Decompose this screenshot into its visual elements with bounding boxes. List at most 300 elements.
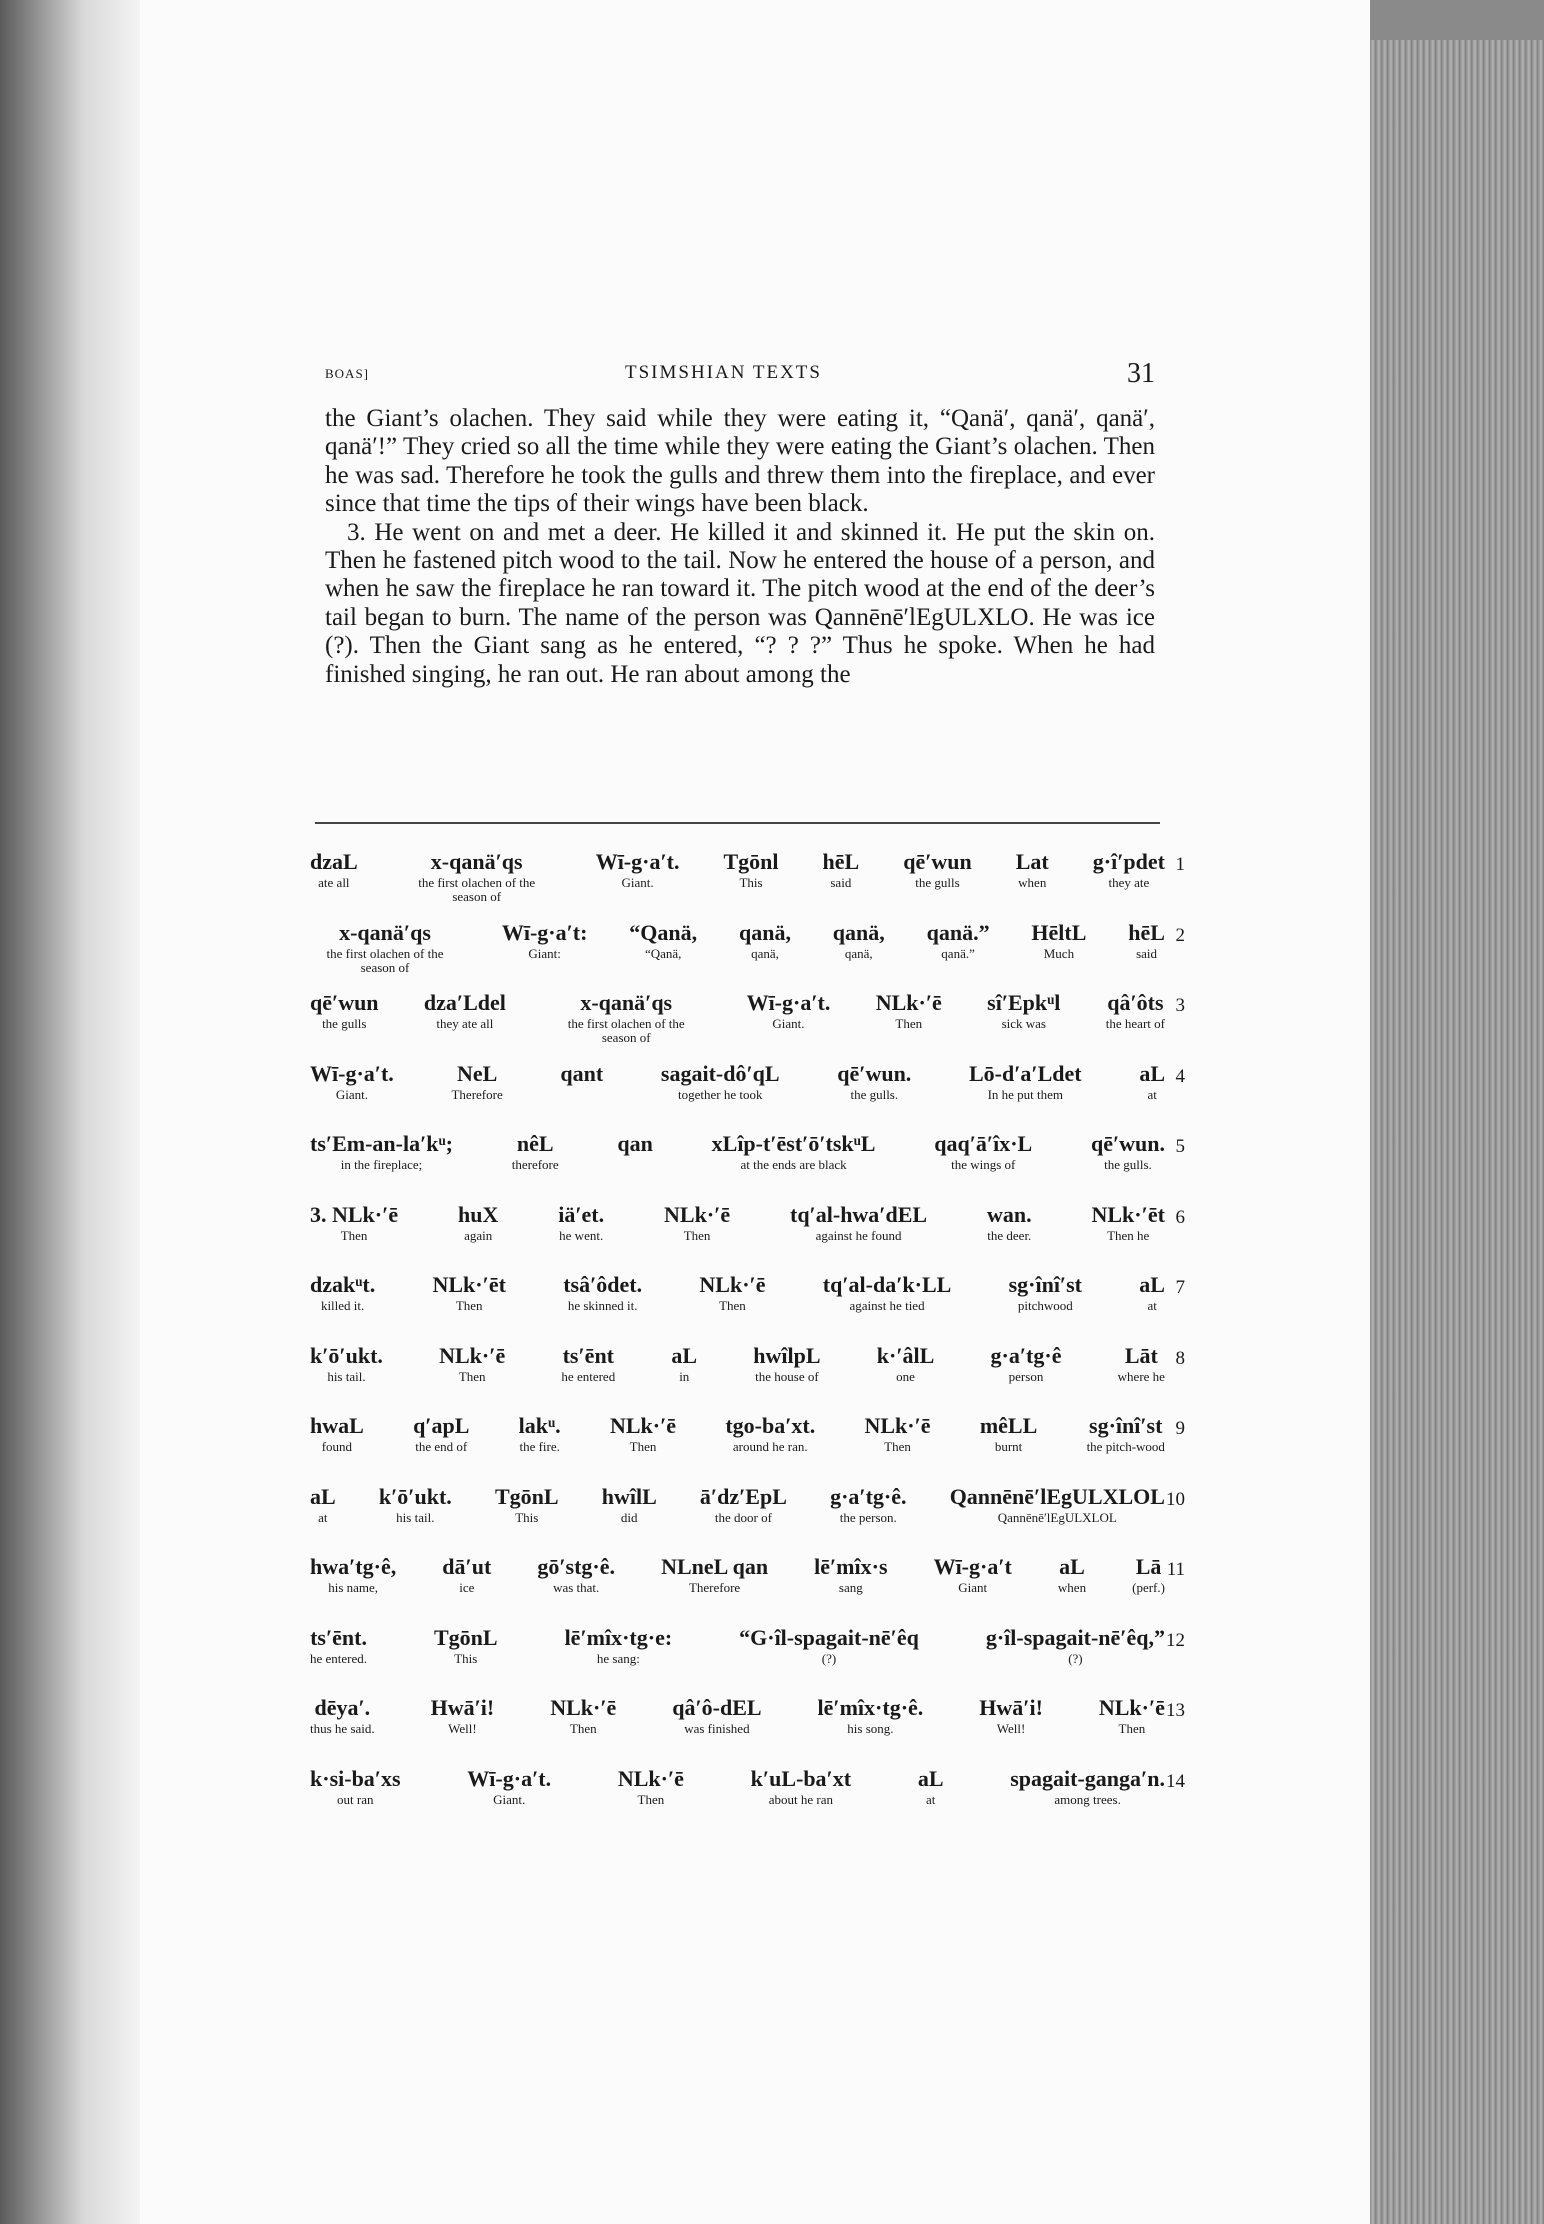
token-row [310,1626,1165,1666]
native-word: Hwā′i! [979,1695,1043,1720]
native-word: g·îl-spagait-nē′êq,” [985,1624,1165,1650]
word-token [987,991,1060,1031]
token-row [310,1767,1165,1807]
gloss: out ran [337,1791,374,1807]
gloss: Then [884,1439,911,1454]
word-token [610,1414,676,1454]
native-word: k·si-ba′xs [310,1765,401,1791]
gloss: This [515,1509,539,1525]
gloss: the heart of [1105,1016,1165,1031]
gloss: he sang: [596,1650,640,1666]
gloss: the gulls [915,875,960,890]
word-token [751,1767,851,1807]
word-token [433,1273,506,1313]
gloss: the gulls [322,1016,367,1031]
native-word: qē′wun [903,849,972,874]
gloss: the first olachen of the season of [418,875,536,904]
word-token [451,1062,502,1102]
token-row [310,1414,1165,1454]
word-token [1031,921,1086,961]
line-number: 5 [1175,1136,1185,1157]
word-token [837,1062,911,1102]
native-word: qanä, [738,919,791,945]
gloss: his tail. [327,1368,366,1384]
line-number: 12 [1166,1629,1185,1651]
native-word: dā′ut [442,1554,492,1579]
token-row [310,1062,1165,1102]
gloss: at [925,1791,936,1807]
header-title: TSIMSHIAN TEXTS [625,362,822,383]
gloss: (?) [1068,1650,1083,1666]
gloss: ice [459,1580,475,1595]
word-token [537,1555,615,1595]
interlinear-line [310,1273,1185,1344]
gloss: thus he said. [310,1721,375,1736]
word-token [402,850,552,904]
word-token [310,1344,383,1384]
gloss: the gulls. [850,1086,899,1102]
gloss: the first olachen of the season of [567,1016,685,1045]
gloss: In he put them [987,1086,1064,1102]
gloss: person [1008,1368,1044,1384]
native-word: k′uL-ba′xt [750,1765,852,1791]
gloss: qanä, [751,945,779,961]
word-token [310,991,379,1031]
gloss: at [318,1509,328,1525]
native-word: sî′Epkᵘl [987,990,1061,1015]
word-token [934,1555,1012,1595]
gloss: Then [340,1227,368,1243]
translation-text [325,405,1155,689]
word-token [1092,1203,1165,1243]
native-word: NeL [456,1060,498,1086]
native-word: TgōnL [494,1483,559,1509]
token-row [310,921,1165,975]
native-word: lakᵘ. [518,1413,561,1438]
token-row [310,1344,1165,1384]
gloss: around he ran. [732,1439,808,1454]
native-word: qâ′ôts [1107,990,1164,1015]
gloss: where he [1117,1368,1165,1384]
gloss: Then [455,1298,483,1313]
gloss: (?) [821,1650,837,1666]
word-token [723,850,778,890]
token-row [310,1273,1165,1313]
native-word: hēL [1128,919,1165,945]
native-word: NLk·′ē [439,1342,506,1368]
gloss: This [454,1650,478,1666]
native-word: NLk·′ē [617,1765,684,1791]
native-word: “G·îl-spagait-nē′êq [739,1624,919,1650]
token-row [310,1555,1165,1595]
gloss: his name, [328,1580,379,1595]
gloss: Then [637,1791,665,1807]
native-word: qanä.” [926,919,990,945]
native-word: sg·înî′st [1089,1413,1163,1438]
gloss: (perf.) [1132,1580,1165,1595]
token-row [310,1203,1165,1243]
word-token [561,1344,615,1384]
gloss: sick was [1001,1016,1046,1031]
gloss: Then [683,1227,711,1243]
line-number: 8 [1175,1347,1185,1369]
gloss: again [464,1227,493,1243]
interlinear-line [310,1414,1185,1485]
gloss: Giant. [772,1016,805,1031]
gloss: was that. [553,1580,600,1595]
gloss: when [1018,875,1047,890]
word-token [618,1767,684,1807]
native-word: tq′al-hwa′dEL [790,1201,928,1227]
interlinear-line [310,1344,1185,1415]
word-token [661,1062,780,1102]
section-divider [315,822,1160,824]
native-word: “Qanä, [629,919,698,945]
word-token [310,921,460,975]
native-word: Wī-g·a′t. [310,1060,394,1086]
word-token [833,921,885,961]
gloss: the fire. [519,1439,560,1454]
native-word: gō′stg·ê. [537,1554,616,1579]
gloss: pitchwood [1017,1298,1073,1313]
word-token [979,1696,1043,1736]
native-word: wan. [986,1201,1032,1227]
word-token [661,1555,768,1595]
line-number: 3 [1175,995,1185,1016]
native-word: qē′wun. [1090,1131,1165,1156]
native-word: q′apL [413,1413,470,1438]
gloss: in the fireplace; [340,1157,423,1172]
gloss: This [739,875,763,890]
interlinear-line [310,991,1185,1062]
gloss: Giant. [621,875,654,890]
word-token [747,991,831,1031]
interlinear-line [310,1062,1185,1133]
native-word: qan [617,1131,653,1156]
native-word: sg·înî′st [1008,1272,1083,1297]
word-token [565,1626,673,1666]
word-token [310,1414,364,1454]
word-token [310,1555,396,1595]
native-word: iä′et. [558,1201,605,1227]
word-token [986,1626,1165,1666]
word-token [602,1485,657,1525]
native-word: Lāt [1124,1342,1158,1368]
word-token [903,850,972,890]
word-token [823,850,860,890]
token-row [310,850,1165,904]
native-word: Wī-g·a′t. [595,849,680,874]
native-word: sagait-dô′qL [660,1060,780,1086]
word-token [502,921,588,961]
interlinear-text [310,850,1185,1837]
word-token [950,1485,1165,1525]
word-token [700,1485,787,1525]
native-word: qē′wun [310,990,379,1015]
word-token [753,1344,820,1384]
word-token [934,1132,1032,1172]
native-word: dzaL [310,849,358,874]
native-word: k′ō′ukt. [310,1342,383,1368]
word-token [1132,1555,1165,1595]
native-word: hwîlpL [753,1342,821,1368]
word-token [434,1626,498,1666]
word-token [987,1203,1032,1243]
native-word: NLk·′ē [875,990,942,1015]
native-word: hwa′tg·ê, [310,1554,397,1579]
native-word: Wī-g·a′t. [467,1765,552,1791]
word-token [424,991,506,1031]
word-token [512,1132,559,1172]
gloss: therefore [511,1157,559,1172]
word-token [1010,1767,1165,1807]
word-token [1099,1696,1165,1736]
gloss: said [1136,945,1158,961]
gloss: Then [895,1016,923,1031]
line-number: 9 [1175,1418,1185,1439]
running-header [325,358,1155,398]
gloss: was finished [684,1721,750,1736]
token-row [310,1696,1165,1736]
word-token [596,850,680,890]
gloss: the door of [714,1509,772,1525]
word-token [818,1696,924,1736]
word-token [310,1485,336,1525]
native-word: k′ō′ukt. [378,1483,452,1509]
gloss: said [830,875,852,890]
native-word: tq′al-da′k·LL [822,1272,952,1297]
gloss: Well! [448,1721,477,1736]
word-token [1087,1414,1165,1454]
word-token [519,1414,561,1454]
token-row [310,1485,1165,1525]
gloss: Then [1118,1721,1146,1736]
native-word: tgo-ba′xt. [725,1413,816,1438]
gloss: his song. [847,1721,894,1736]
gloss: in [679,1368,690,1384]
word-token [310,850,358,890]
native-word: x-qanä′qs [430,849,523,874]
gloss: Then [629,1439,657,1454]
native-word: k·′âlL [876,1342,935,1368]
native-word: NLk·′ē [699,1272,766,1297]
native-word: ts′ēnt [562,1342,615,1368]
line-number: 7 [1175,1277,1185,1298]
native-word: aL [1139,1272,1165,1297]
native-word: aL [310,1483,336,1509]
native-word: dzakᵘt. [310,1272,376,1297]
gloss: Giant. [493,1791,526,1807]
word-token [823,1273,952,1313]
gloss: together he took [678,1086,763,1102]
native-word: aL [917,1765,944,1791]
word-token [413,1414,469,1454]
gloss: Therefore [688,1580,741,1595]
word-token [876,991,942,1031]
word-token [310,1203,398,1243]
gloss: Therefore [451,1086,503,1102]
native-word: lē′mîx·tg·e: [564,1624,673,1650]
gloss: he went. [559,1227,604,1243]
word-token [1058,1555,1086,1595]
native-word: ts′ēnt. [310,1624,367,1650]
native-word: Wī-g·a′t [933,1554,1012,1579]
native-word: aL [1059,1554,1085,1579]
interlinear-line [310,1767,1185,1838]
word-token [310,1626,367,1666]
gloss: Then [569,1721,597,1736]
native-word: TgōnL [434,1624,498,1650]
token-row [310,1132,1165,1172]
word-token [672,1696,761,1736]
native-word: 3. NLk·′ē [310,1201,399,1227]
word-token [1139,1273,1165,1313]
native-word: Lat [1015,849,1049,874]
gloss: Giant: [528,945,561,961]
word-token [814,1555,887,1595]
line-number: 13 [1166,1700,1185,1721]
gloss: the end of [415,1439,468,1454]
native-word: qâ′ô-dEL [672,1695,762,1720]
word-token [495,1485,559,1525]
word-token [439,1344,505,1384]
word-token [458,1203,498,1243]
native-word: g·î′pdet [1092,849,1165,874]
native-word: aL [671,1342,698,1368]
word-token [918,1767,944,1807]
word-token [991,1344,1062,1384]
gloss: they ate all [436,1016,494,1031]
native-word: aL [1139,1060,1165,1086]
gloss: at [1147,1298,1157,1313]
gloss: ate all [318,875,350,890]
gloss: Giant. [335,1086,368,1102]
word-token [1118,1344,1165,1384]
word-token [431,1696,495,1736]
word-token [664,1203,730,1243]
header-author: BOAS] [325,366,370,381]
word-token [671,1344,697,1384]
word-token [1093,850,1165,890]
gloss: when [1057,1580,1087,1595]
word-token [830,1485,906,1525]
word-token [310,1767,401,1807]
gloss: they ate [1108,875,1150,890]
word-token [442,1555,491,1595]
gloss: Much [1043,945,1075,961]
word-token [790,1203,927,1243]
book-gutter-left [0,0,140,2224]
word-token [927,921,990,961]
native-word: Lō-d′a′Ldet [969,1060,1082,1086]
native-word: x-qanä′qs [580,990,673,1015]
interlinear-line [310,1696,1185,1767]
line-number: 10 [1166,1488,1185,1510]
word-token [629,921,697,961]
word-token [1128,921,1165,961]
native-word: hwîlL [601,1483,657,1509]
line-number: 14 [1166,1770,1185,1792]
native-word: ts′Em-an-la′kᵘ; [310,1131,453,1156]
word-token [560,1062,603,1088]
gloss: against he found [815,1227,902,1243]
gloss: did [620,1509,638,1525]
word-token [1139,1062,1165,1102]
native-word: huX [457,1201,499,1227]
native-word: dēya′. [314,1695,371,1720]
native-word: ā′dz′EpL [699,1483,787,1509]
native-word: tsâ′ôdet. [563,1272,643,1297]
word-token [969,1062,1082,1102]
native-word: g·a′tg·ê [990,1342,1062,1368]
paragraph: the Giant’s olachen. They said while they were eating it, “Qanä′, qanä′, qanä′, qanä′!” They cried so all the time while they were eating the Giant’s olachen. Then he was sad. Therefore he took the gulls and threw them into the fireplace, and ever since that time the tips of their wings have been black. [325,405,1155,518]
word-token [725,1414,815,1454]
native-word: hwaL [310,1413,364,1438]
word-token [379,1485,452,1525]
native-word: NLk·′ē [664,1201,731,1227]
gloss: the pitch-wood [1086,1439,1165,1454]
word-token [467,1767,551,1807]
token-row [310,991,1165,1045]
gloss: about he ran [768,1791,833,1807]
gloss: Then [458,1368,486,1384]
native-word: Wī-g·a′t. [746,990,831,1015]
native-word: qanä, [832,919,885,945]
gloss: sang [838,1580,863,1595]
gloss: against he tied [849,1298,925,1313]
native-word: mêLL [979,1413,1038,1438]
native-word: Hwā′i! [430,1695,495,1720]
line-number: 4 [1175,1065,1185,1087]
native-word: x-qanä′qs [339,919,431,945]
gloss: he skinned it. [567,1298,638,1313]
gloss: the wings of [951,1157,1016,1172]
gloss: killed it. [320,1298,365,1313]
word-token [1106,991,1165,1031]
native-word: NLk·′ē [550,1695,617,1720]
native-word: HēltL [1031,919,1087,945]
native-word: spagait-ganga′n. [1010,1765,1165,1791]
word-token [550,1696,616,1736]
interlinear-line [310,1555,1185,1626]
native-word: NLk·′ēt [1091,1201,1165,1227]
native-word: Lā [1135,1554,1162,1579]
page-stack-edge [1370,40,1544,2224]
native-word: NLneL qan [661,1554,769,1579]
gloss: he entered. [310,1650,368,1666]
gloss: burnt [994,1439,1023,1454]
word-token [558,1203,604,1243]
interlinear-line [310,1626,1185,1697]
native-word: Tgōnl [723,849,779,874]
gloss: qanä, [844,945,873,961]
word-token [551,991,701,1045]
word-token [980,1414,1037,1454]
gloss: his tail. [396,1509,435,1525]
native-word: qaq′ā′îx·L [934,1131,1033,1156]
gloss: Then he [1107,1227,1150,1243]
interlinear-line [310,1485,1185,1556]
interlinear-line [310,1203,1185,1274]
interlinear-line [310,1132,1185,1203]
native-word: qē′wun. [837,1060,912,1086]
word-token [1091,1132,1165,1172]
native-word: NLk·′ēt [432,1272,506,1297]
gloss: found [321,1439,353,1454]
page-edge-top [1370,0,1544,40]
native-word: dza′Ldel [423,990,506,1015]
word-token [310,1696,375,1736]
